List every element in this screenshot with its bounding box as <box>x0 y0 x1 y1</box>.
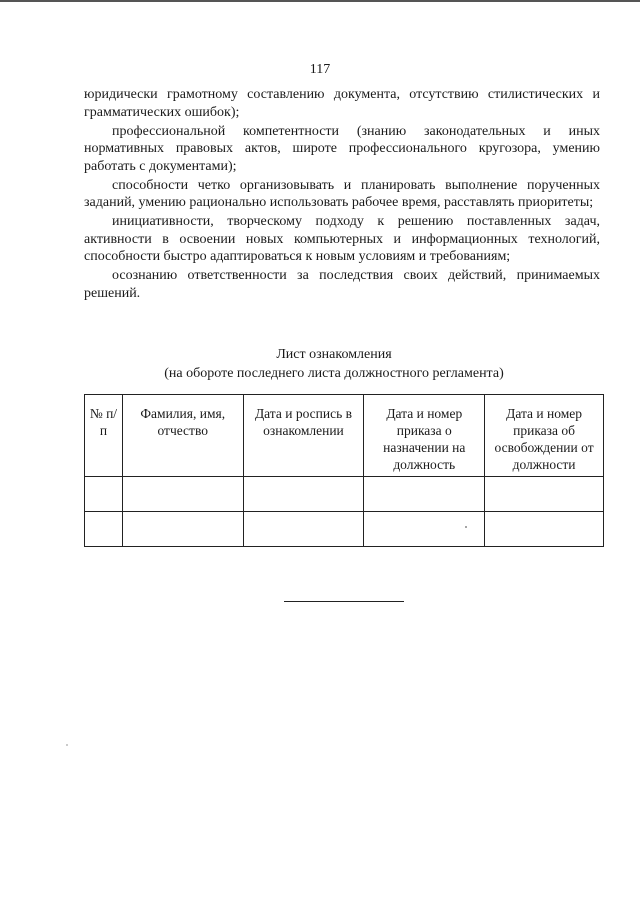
table-cell <box>243 512 364 547</box>
table-cell <box>485 477 604 512</box>
paragraph: инициативности, творческому подходу к решению поставленных задач, активности в освоении новых компьютерных и информационных технологий, способности быстро адаптироваться к новым условиям и требованиям; <box>84 214 600 264</box>
column-header-appointment-order: Дата и номер приказа о назначении на должность <box>364 395 485 477</box>
table-cell <box>364 477 485 512</box>
sheet-title: Лист ознакомления <box>276 347 392 362</box>
sheet-subtitle: (на обороте последнего листа должностного регламента) <box>164 366 504 381</box>
scan-speck <box>465 526 467 528</box>
table-cell <box>364 512 485 547</box>
paragraph: осознанию ответственности за последствия своих действий, принимаемых решений. <box>84 268 600 301</box>
column-header-dismissal-order: Дата и номер приказа об освобождении от должности <box>485 395 604 477</box>
scan-edge <box>0 0 640 2</box>
scan-speck <box>66 744 68 746</box>
table-cell <box>122 512 243 547</box>
acknowledgment-table <box>84 394 604 547</box>
table-header-row <box>85 395 604 477</box>
table-cell <box>243 477 364 512</box>
page-number: 117 <box>309 62 331 77</box>
table-cell <box>485 512 604 547</box>
column-header-number: № п/п <box>85 395 123 477</box>
column-header-full-name: Фамилия, имя, отчество <box>122 395 243 477</box>
table-cell <box>85 477 123 512</box>
paragraph: профессиональной компетентности (знанию законодательных и иных нормативных правовых актов, широте профессионального кругозора, умению работать с документами); <box>84 123 600 174</box>
table-row <box>85 477 604 512</box>
table-cell <box>122 477 243 512</box>
column-header-signature-date: Дата и роспись в ознакомлении <box>243 395 364 477</box>
paragraph: юридически грамотному составлению документа, отсутствию стилистических и грамматических ошибок); <box>84 87 600 120</box>
paragraph: способности четко организовывать и планировать выполнение порученных заданий, умению рационально использовать рабочее время, расставлять приоритеты; <box>84 177 600 210</box>
table-cell <box>85 512 123 547</box>
regulation-text <box>84 86 600 304</box>
table-row <box>85 512 604 547</box>
end-divider <box>284 601 404 602</box>
